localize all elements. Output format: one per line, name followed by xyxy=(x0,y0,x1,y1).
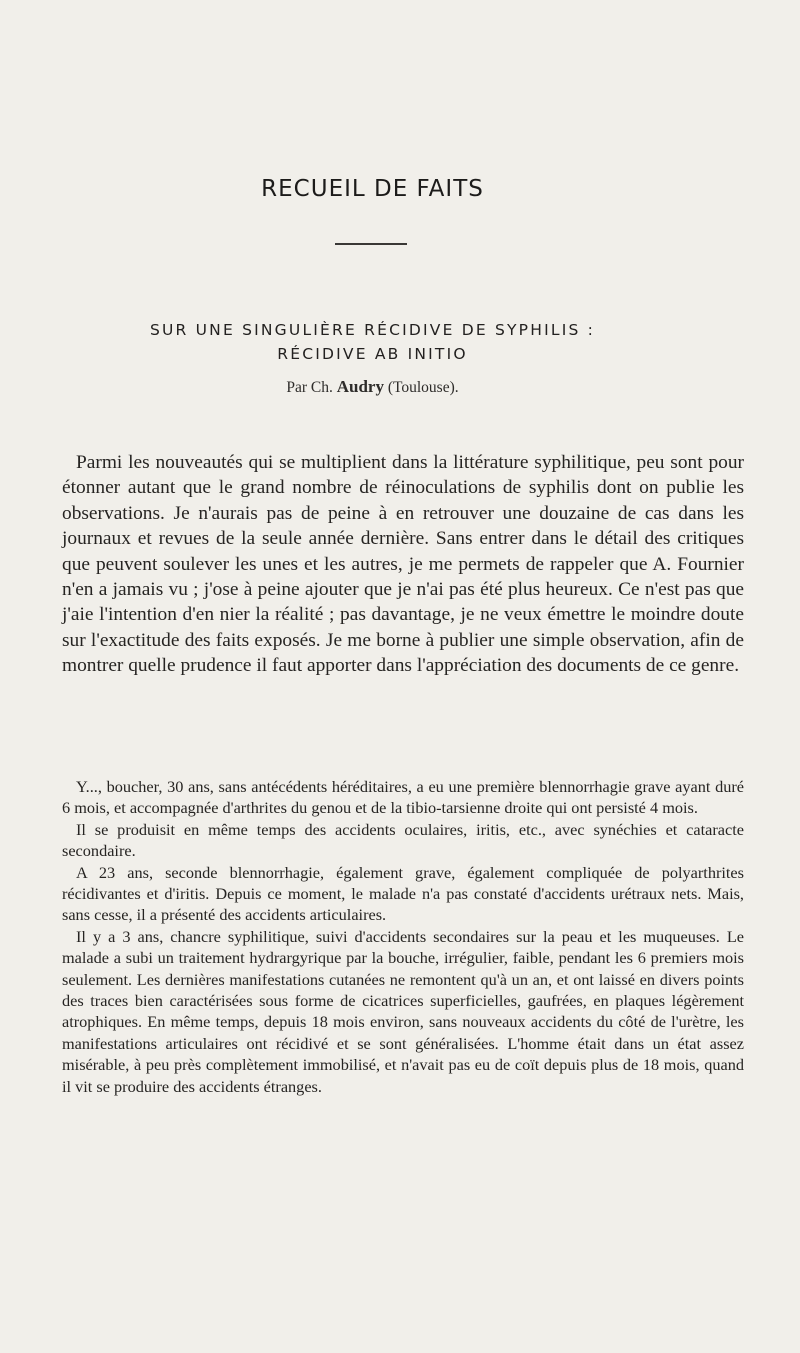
byline xyxy=(0,377,745,397)
article-title-line-1: SUR UNE SINGULIÈRE RÉCIDIVE DE SYPHILIS : xyxy=(149,321,596,339)
byline-suffix: (Toulouse). xyxy=(383,379,459,396)
byline-prefix: Par Ch. xyxy=(286,379,337,396)
intro-paragraph: Parmi les nouveautés qui se multiplient dans la littérature syphilitique, peu sont pour étonner autant que le grand nombre de réinoculations de syphilis dont on publie les observations. Je n'aurais pas de peine à en retrouver une douzaine de cas dans les journaux et revues de la seule année dernière. Sans entrer dans le détail des critiques que peuvent soulever les unes et les autres, je me permets de rappeler que A. Fournier n'en a jamais vu ; j'ose à peine ajouter que je n'ai pas été plus heureux. Ce n'est pas que j'aie l'intention d'en nier la réalité ; pas davantage, je ne veux émettre le moindre doute sur l'exactitude des faits exposés. Je me borne à publier une simple observation, afin de montrer quelle prudence il faut apporter dans l'appréciation des documents de ce genre. xyxy=(62,452,744,677)
observation-paragraph-3: A 23 ans, seconde blennorrhagie, également grave, également compliquée de polyarthrites récidivantes et d'iritis. Depuis ce moment, le malade n'a pas constaté d'accidents urétraux nets. Mais, sans cesse, il a présenté des accidents articulaires. xyxy=(62,862,744,925)
title-divider xyxy=(335,243,407,245)
author-name: Audry xyxy=(336,377,384,396)
section-title: RECUEIL DE FAITS xyxy=(261,176,484,202)
observation-paragraph-1: Y..., boucher, 30 ans, sans antécédents héréditaires, a eu une première blennorrhagie grave ayant duré 6 mois, et accompagnée d'arthrites du genou et de la tibio-tarsienne droite qui ont persisté 4 mois. xyxy=(62,777,744,818)
observation-paragraph-2: Il se produisit en même temps des accidents oculaires, iritis, etc., avec synéchies et cataracte secondaire. xyxy=(62,819,744,861)
article-title-line-2: RÉCIDIVE AB INITIO xyxy=(277,345,468,363)
observation-section xyxy=(62,776,744,1097)
article-title xyxy=(0,318,745,366)
intro-section xyxy=(62,450,744,679)
observation-paragraph-4: Il y a 3 ans, chancre syphilitique, suivi d'accidents secondaires sur la peau et les muqueuses. Le malade a subi un traitement hydrargyrique par la bouche, irrégulier, faible, pendant les 6 premiers mois seulement. Les dernières manifestations cutanées ne remontent qu'à un an, et ont laissé en divers points des traces bien caractérisées sous forme de cicatrices superficielles, gaufrées, en plaques légèrement atrophiques. En même temps, depuis 18 mois environ, sans nouveaux accidents du côté de l'urètre, les manifestations articulaires ont récidivé et se sont généralisées. L'homme était dans un état assez misérable, à peu près complètement immobilisé, et n'avait pas eu de coït depuis plus de 18 mois, quand il vit se produire des accidents étranges. xyxy=(62,926,744,1096)
